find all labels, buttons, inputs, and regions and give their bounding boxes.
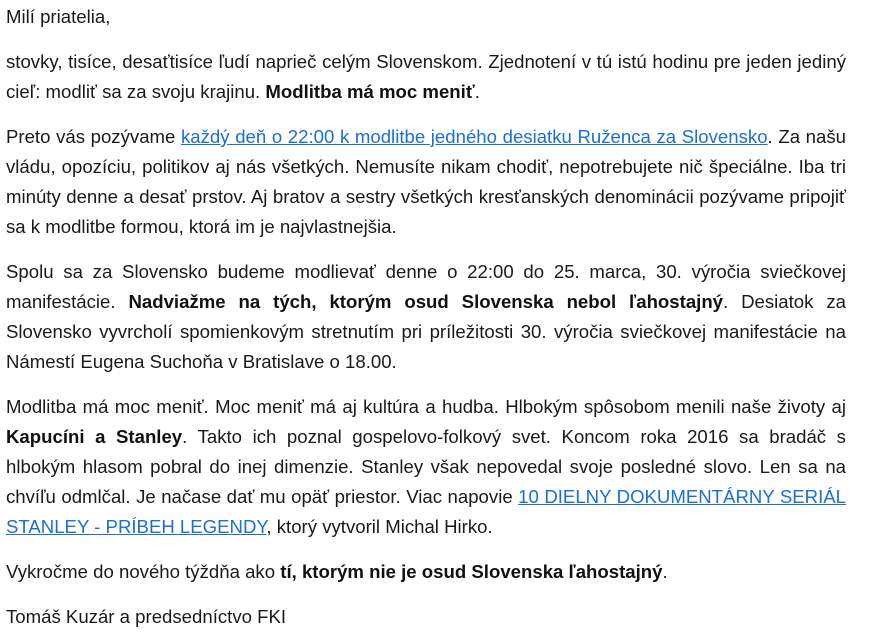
schedule-bold: Nadviažme na tých, ktorým osud Slovenska nebol ľahostajný <box>128 291 724 312</box>
stanley-bold: Kapucíni a Stanley <box>6 426 183 447</box>
email-body <box>6 0 846 632</box>
schedule-text-before: Spolu sa za Slovensko budeme modlievať denne o 22:00 do 25. marca, 30. výročia sviečkovej manifestácie. <box>6 261 846 312</box>
stanley-text-before: Modlitba má moc meniť. Moc meniť má aj kultúra a hudba. Hlbokým spôsobom menili naše životy aj <box>6 396 846 417</box>
greeting: Milí priatelia, <box>6 6 111 27</box>
closing-text-before: Vykročme do nového týždňa ako <box>6 561 281 582</box>
paragraph-intro <box>6 47 846 107</box>
paragraph-closing <box>6 557 846 587</box>
invitation-text-after: . Za našu vládu, opozíciu, politikov aj nás všetkých. Nemusíte nikam chodiť, nepotrebujete nič špeciálne. Iba tri minúty denne a desať prstov. Aj bratov a sestry všetkých kresťanských denominácii pozývame pripojiť sa k modlitbe formou, ktorá im je najvlastnejšia. <box>6 126 846 237</box>
stanley-text-after: , ktorý vytvoril Michal Hirko. <box>266 516 493 537</box>
stanley-text-middle: . Takto ich poznal gospelovo-folkový svet. Koncom roka 2016 sa bradáč s hlbokým hlasom pobral do inej dimenzie. Stanley však nepovedal svoje posledné slovo. Len sa na chvíľu odmlčal. Je načase dať mu opäť priestor. Viac napovie <box>6 426 846 507</box>
closing-bold: tí, ktorým nie je osud Slovenska ľahostajný <box>280 561 663 582</box>
paragraph-stanley <box>6 392 846 542</box>
intro-end: . <box>474 81 480 102</box>
documentary-series-link[interactable]: 10 DIELNY DOKUMENTÁRNY SERIÁL STANLEY - PRÍBEH LEGENDY <box>6 486 846 537</box>
intro-text: stovky, tisíce, desaťtisíce ľudí naprieč celým Slovenskom. Zjednotení v tú istú hodinu pre jeden jediný cieľ: modliť sa za svoju krajinu. <box>6 51 846 102</box>
intro-bold: Modlitba má moc meniť <box>265 81 475 102</box>
prayer-invitation-link[interactable]: každý deň o 22:00 k modlitbe jedného desiatku Ruženca za Slovensko <box>181 126 768 147</box>
paragraph-schedule <box>6 257 846 377</box>
signature: Tomáš Kuzár a predsedníctvo FKI <box>6 606 287 627</box>
closing-text-after: . <box>662 561 668 582</box>
schedule-text-after: . Desiatok za Slovensko vyvrcholí spomienkovým stretnutím pri príležitosti 30. výročia sviečkovej manifestácie na Námestí Eugena Suchoňa v Bratislave o 18.00. <box>6 291 846 372</box>
invitation-text-before: Preto vás pozývame <box>6 126 181 147</box>
paragraph-invitation <box>6 122 846 242</box>
